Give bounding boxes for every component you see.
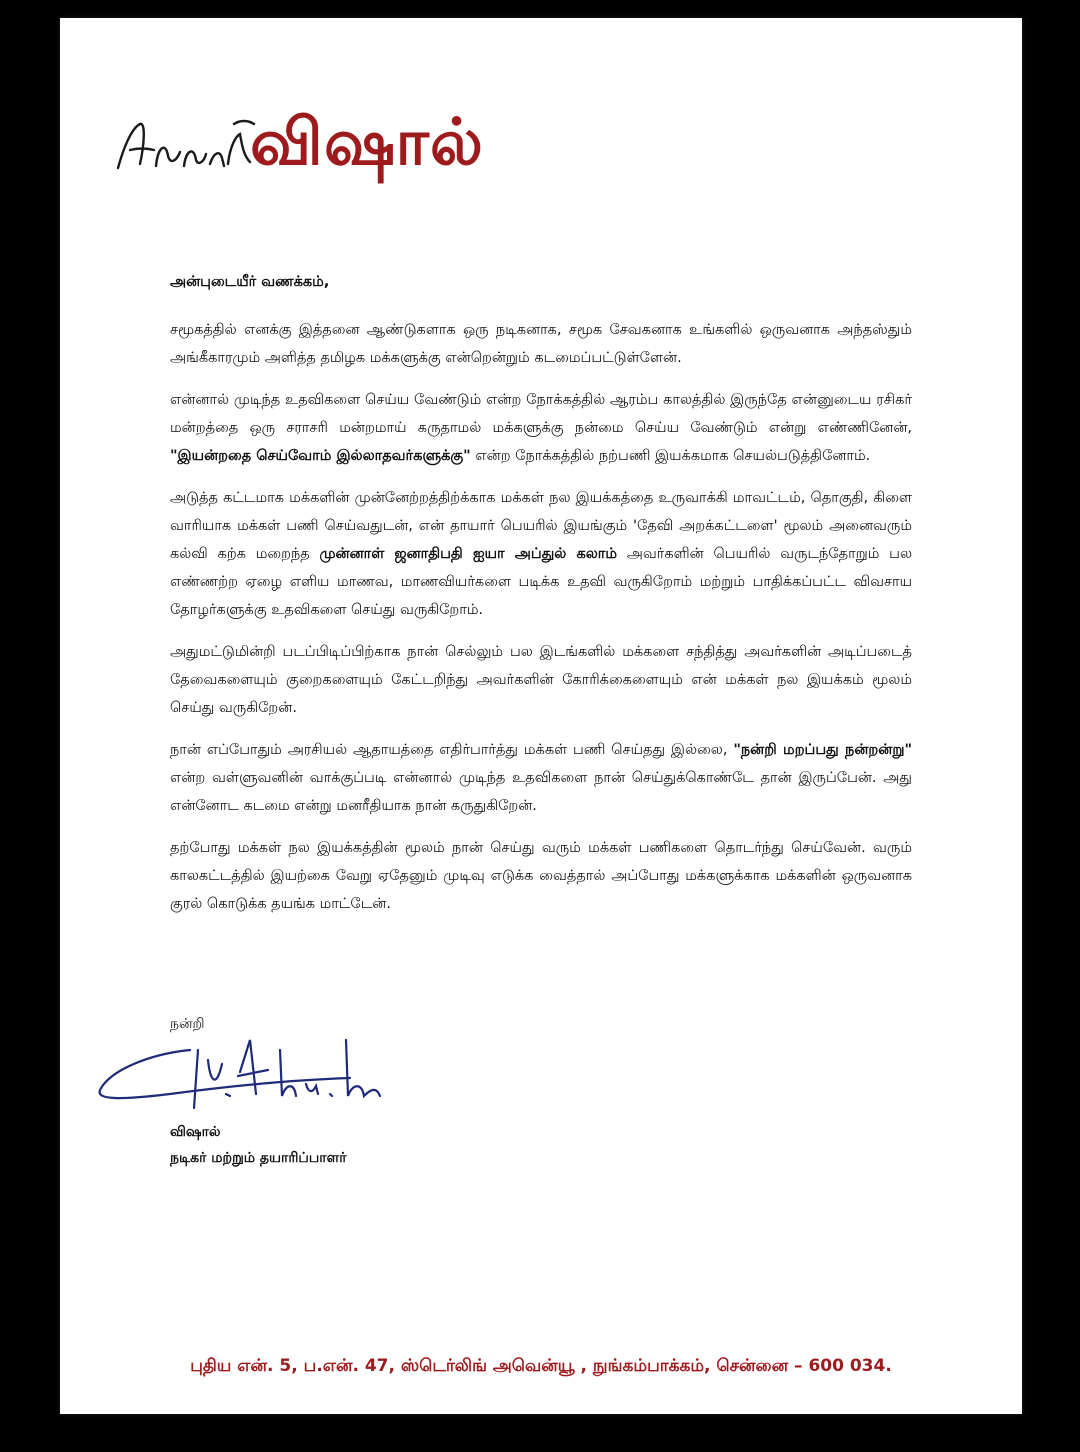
greeting: அன்புடையீர் வணக்கம், bbox=[170, 274, 330, 290]
paragraph-1: சமூகத்தில் எனக்கு இத்தனை ஆண்டுகளாக ஒரு நடிகனாக, சமூக சேவகனாக உங்களில் ஒருவனாக அந்தஸ்தும் அங்கீகாரமும் அளித்த தமிழக மக்களுக்கு என்றென்றும் கடமைப்பட்டுள்ளேன். bbox=[170, 322, 912, 366]
paragraph-2 bbox=[170, 386, 912, 470]
paragraph-5 bbox=[170, 736, 912, 820]
paragraph-2-text-a: என்னால் முடிந்த உதவிகளை செய்ய வேண்டும் என்ற நோக்கத்தில் ஆரம்ப காலத்தில் இருந்தே என்னுடைய ரசிகர் மன்றத்தை ஒரு சராசரி மன்றமாய் கருதாமல் மக்களுக்கு நன்மை செய்ய வேண்டும் என்று எண்ணினேன், bbox=[170, 392, 912, 436]
paragraph-6: தற்போது மக்கள் நல இயக்கத்தின் மூலம் நான் செய்து வரும் மக்கள் பணிகளை தொடர்ந்து செய்வேன். வரும் காலகட்டத்தில் இயற்கை வேறு ஏதேனும் முடிவு எடுக்க வைத்தால் அப்போது மக்களுக்காக மக்களின் ஒருவனாக குரல் கொடுக்க தயங்க மாட்டேன். bbox=[170, 840, 912, 912]
signer-title: நடிகர் மற்றும் தயாரிப்பாளர் bbox=[170, 1150, 347, 1166]
paragraph-3-text-a: அடுத்த கட்டமாக மக்களின் முன்னேற்றத்திற்க்காக மக்கள் நல இயக்கத்தை உருவாக்கி மாவட்டம், தொகுதி, கிளை வாரியாக மக்கள் பணி செய்வதுடன், என் தாயார் பெயரில் இயங்கும் 'தேவி அறக்கட்டளை' மூலம் அனைவரும் கல்வி கற்க மறைந்த bbox=[170, 490, 912, 562]
signer-name: விஷால் bbox=[170, 1124, 221, 1140]
paragraph-5-quote: "நன்றி மறப்பது நன்றன்று" bbox=[733, 742, 912, 758]
paragraph-3-highlight: முன்னாள் ஜனாதிபதி ஐயா அப்துல் கலாம் bbox=[319, 546, 618, 562]
footer-address: புதிய என். 5, ப.என். 47, ஸ்டெர்லிங் அவென்யூ , நுங்கம்பாக்கம், சென்னை – 600 034. bbox=[190, 1356, 892, 1376]
signature-block bbox=[90, 1016, 490, 1196]
paragraph-2-quote: "இயன்றதை செய்வோம் இல்லாதவர்களுக்கு" bbox=[170, 448, 471, 464]
paragraph-4: அதுமட்டுமின்றி படப்பிடிப்பிற்காக நான் செல்லும் பல இடங்களில் மக்களை சந்தித்து அவர்களின் அடிப்படைத் தேவைகளையும் குறைகளையும் கேட்டறிந்து அவர்களின் கோரிக்கைளையும் என் மக்கள் நல இயக்கம் மூலம் செய்து வருகிறேன். bbox=[170, 644, 912, 716]
logo-title: விஷால் bbox=[250, 105, 484, 180]
letterhead-logo bbox=[110, 98, 570, 198]
letter-sheet bbox=[60, 18, 1022, 1414]
paragraph-5-text-b: என்ற வள்ளுவனின் வாக்குப்படி என்னால் முடிந்த உதவிகளை நான் செய்துக்கொண்டே தான் இருப்பேன். அது என்னோட கடமை என்று மனரீதியாக நான் கருதுகிறேன். bbox=[170, 770, 912, 814]
paragraph-5-text-a: நான் எப்போதும் அரசியல் ஆதாயத்தை எதிர்பார்த்து மக்கள் பணி செய்தது இல்லை, bbox=[170, 742, 734, 758]
paragraph-2-text-b: என்ற நோக்கத்தில் நற்பணி இயக்கமாக செயல்படுத்தினோம். bbox=[470, 448, 871, 464]
paragraph-3 bbox=[170, 484, 912, 624]
logo-script-handwriting bbox=[110, 106, 260, 186]
handwritten-signature bbox=[90, 1020, 430, 1120]
paragraph-3-text-b: அவர்களின் பெயரில் வருடந்தோறும் பல எண்ணற்ற ஏழை எளிய மாணவ, மாணவியர்களை படிக்க உதவி வருகிறோம் மற்றும் பாதிக்கப்பட்ட விவசாய தோழர்களுக்கு உதவிகளை செய்து வருகிறோம். bbox=[170, 546, 912, 618]
thanks-text: நன்றி bbox=[170, 1016, 205, 1032]
letter-body bbox=[170, 270, 912, 932]
